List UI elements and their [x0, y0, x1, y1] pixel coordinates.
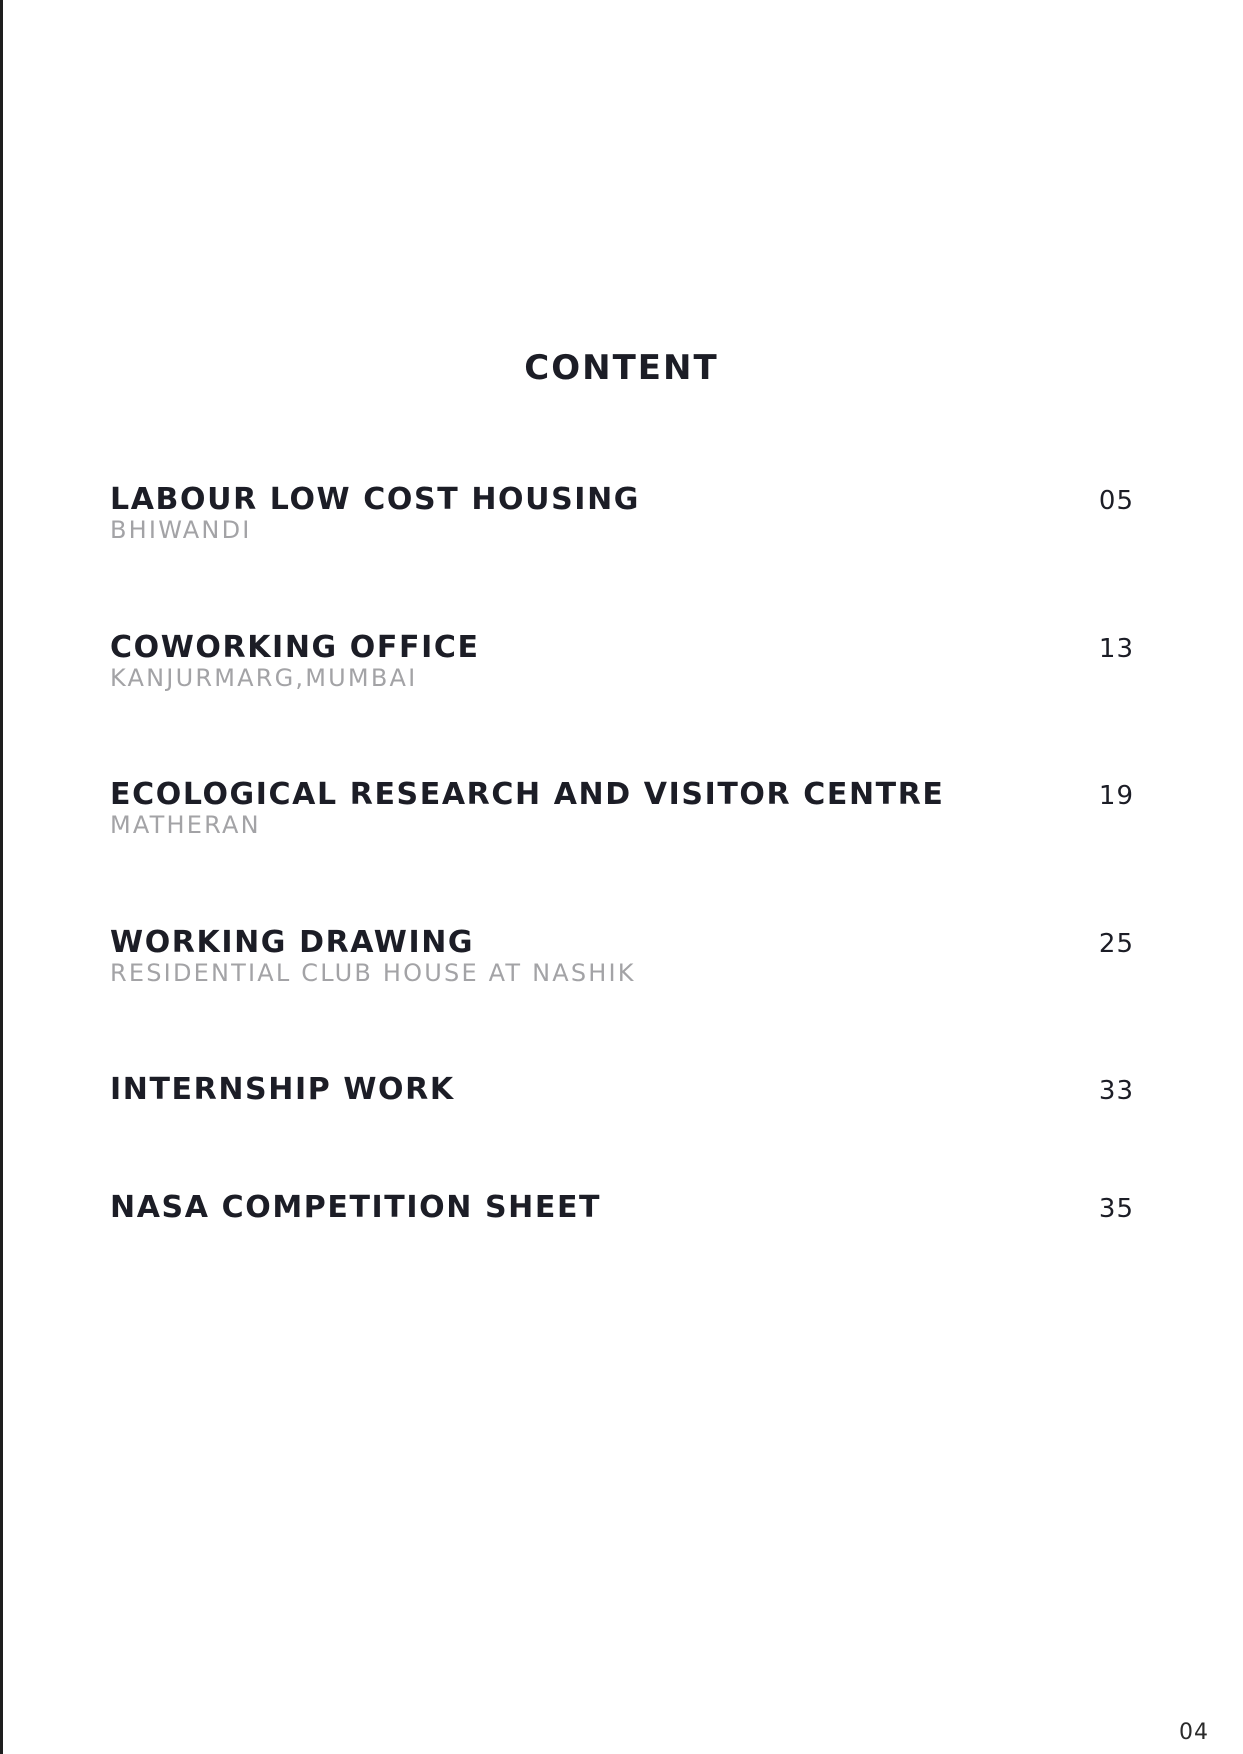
- toc-entry: [110, 1072, 1134, 1108]
- entry-page-number: 35: [1098, 1194, 1134, 1224]
- entry-title: LABOUR LOW COST HOUSING: [110, 482, 640, 517]
- entry-page-number: 05: [1098, 486, 1134, 516]
- entry-title: NASA COMPETITION SHEET: [110, 1190, 602, 1225]
- entry-page-number: 25: [1098, 929, 1134, 959]
- entry-page-number: 13: [1098, 634, 1134, 664]
- entry-page-number: 33: [1098, 1076, 1134, 1106]
- entry-subtitle: MATHERAN: [110, 811, 261, 839]
- entry-subtitle: RESIDENTIAL CLUB HOUSE AT NASHIK: [110, 959, 636, 987]
- entry-title: INTERNSHIP WORK: [110, 1072, 455, 1107]
- entry-title: ECOLOGICAL RESEARCH AND VISITOR CENTRE: [110, 777, 945, 812]
- entry-title: WORKING DRAWING: [110, 925, 475, 960]
- left-border-rule: [0, 0, 3, 1754]
- page-title: CONTENT: [524, 348, 719, 388]
- toc-entry: [110, 1190, 1134, 1226]
- entry-title: COWORKING OFFICE: [110, 630, 480, 665]
- toc-entry: [110, 925, 1134, 987]
- entry-subtitle: BHIWANDI: [110, 516, 252, 544]
- entry-subtitle: KANJURMARG,MUMBAI: [110, 664, 418, 692]
- toc-entry: [110, 777, 1134, 839]
- toc-entry: [110, 482, 1134, 544]
- entry-page-number: 19: [1098, 781, 1134, 811]
- toc-entry: [110, 630, 1134, 692]
- page-number: 04: [1179, 1720, 1209, 1745]
